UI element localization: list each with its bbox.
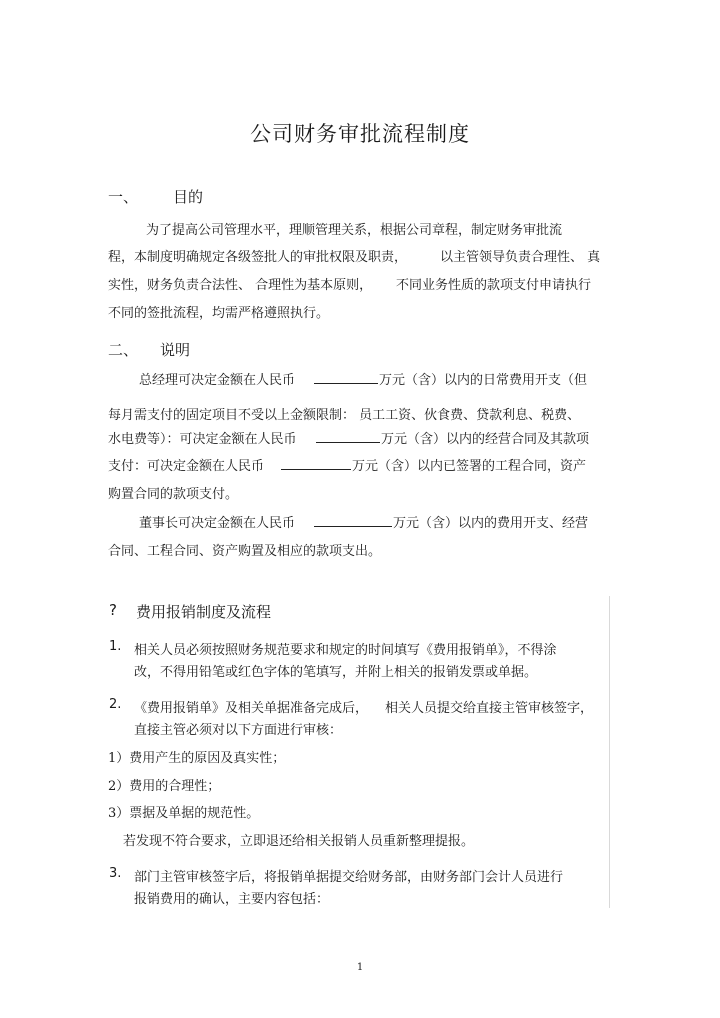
item3-line-2: 报销费用的确认，主要内容包括： — [134, 892, 330, 907]
margin-rule — [609, 596, 610, 908]
section1-line-1: 为了提高公司管理水平，理顺管理关系，根据公司章程，制定财务审批流 — [146, 223, 563, 238]
section2-p1-line-5: 购置合同的款项支付。 — [108, 487, 239, 502]
item2-number: 2. — [109, 697, 122, 712]
section3-heading: 费用报销制度及流程 — [136, 603, 272, 621]
section2-p1-line-4a: 支付：可决定金额在人民币 — [108, 459, 265, 474]
page-number: 1 — [356, 962, 364, 973]
item2-line-1b: 相关人员提交给直接主管审核签字， — [385, 701, 594, 716]
question-mark-icon: ? — [109, 601, 117, 619]
note-line: 若发现不符合要求，立即退还给相关报销人员重新整理提报。 — [123, 834, 475, 849]
item1-number: 1. — [109, 639, 122, 654]
sub-item-2: 2）费用的合理性； — [108, 779, 221, 794]
section1-line-3b: 不同业务性质的款项支付申请执行 — [396, 278, 592, 293]
item1-line-1: 相关人员必须按照财务规范要求和规定的时间填写《费用报销单》，不得涂 — [134, 643, 557, 658]
section2-p1-line-3a: 水电费等）：可决定金额在人民币 — [108, 432, 297, 447]
item3-number: 3. — [109, 866, 122, 881]
section2-p2-line-1a: 董事长可决定金额在人民币 — [139, 516, 296, 531]
amount-blank — [314, 514, 392, 527]
section2-p2-line-1b: 万元（含）以内的费用开支、经营 — [393, 516, 589, 531]
section1-line-2b: 以主管领导负责合理性、 真 — [440, 250, 601, 265]
sub-item-1: 1）费用产生的原因及真实性； — [108, 751, 286, 766]
item2-line-1a: 《费用报销单》及相关单据准备完成后， — [134, 701, 369, 716]
section2-heading: 说明 — [160, 341, 191, 359]
section2-p2-line-2: 合同、工程合同、资产购置及相应的款项支出。 — [108, 544, 382, 559]
section2-p1-line-3b: 万元（含）以内的经营合同及其款项 — [381, 432, 590, 447]
section1-line-4: 不同的签批流程，均需严格遵照执行。 — [108, 306, 330, 321]
section1-number: 一、 — [108, 188, 139, 206]
section2-p1-line-2: 每月需支付的固定项目不受以上金额限制： 员工工资、伙食费、贷款利息、税费、 — [108, 408, 581, 423]
page-title: 公司财务审批流程制度 — [250, 122, 470, 146]
sub-item-3: 3）票据及单据的规范性。 — [108, 806, 260, 821]
amount-blank — [316, 430, 380, 443]
item1-line-2: 改，不得用铅笔或红色字体的笔填写，并附上相关的报销发票或单据。 — [134, 665, 538, 680]
section2-number: 二、 — [108, 341, 139, 359]
section1-heading: 目的 — [173, 188, 204, 206]
section1-line-3: 实性，财务负责合法性、 合理性为基本原则， — [108, 278, 373, 293]
item2-line-2: 直接主管必须对以下方面进行审核： — [134, 723, 343, 738]
item3-line-1: 部门主管审核签字后，将报销单据提交给财务部，由财务部门会计人员进行 — [134, 870, 564, 885]
section1-line-2: 程，本制度明确规定各级签批人的审批权限及职责， — [108, 250, 408, 265]
amount-blank — [314, 371, 378, 384]
section2-p1-line-1b: 万元（含）以内的日常费用开支（但 — [379, 373, 588, 388]
section2-p1-line-1a: 总经理可决定金额在人民币 — [139, 373, 296, 388]
amount-blank — [281, 457, 351, 470]
section2-p1-line-4b: 万元（含）以内已签署的工程合同，资产 — [352, 459, 587, 474]
